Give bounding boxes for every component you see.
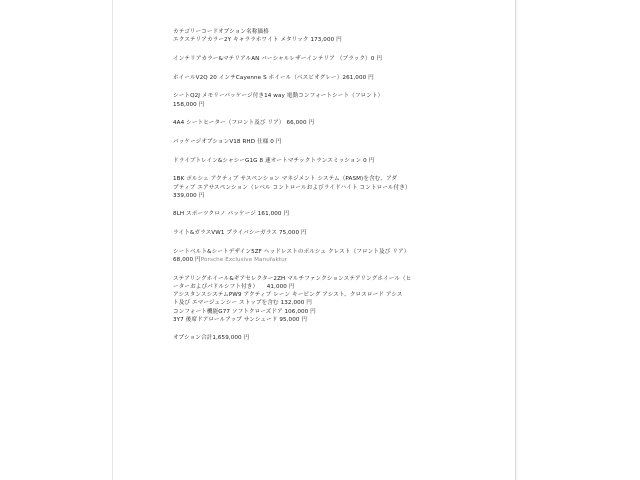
option-line: インテリアカラー&マテリアルAN バーシャルレザーインテリア （ブラック）0 円 <box>173 55 383 62</box>
option-line <box>173 256 503 264</box>
option-block <box>173 275 503 324</box>
option-line: コンフォート機能G77 ソフトクローズドア 106,000 円 <box>173 308 316 315</box>
option-line: 1BK ポルシェ アクティブ サスペンション マネジメント システム（PASM)を含む、アダ <box>173 176 398 183</box>
option-block <box>173 55 503 63</box>
option-line: ライト&ガラスVW1 プライバシーガラス 75,000 円 <box>173 230 307 237</box>
option-block <box>173 229 503 237</box>
document-page <box>112 0 516 480</box>
option-line: エクステリアカラー2Y キャララホワイト メタリック 173,000 円 <box>173 37 342 44</box>
option-line: アシスタンスシステムPW9 アクティブ レーン キーピング アシスト、クロスロード アシス <box>173 292 403 299</box>
option-block <box>173 28 503 44</box>
option-line: ト及び エマージェンシー ストップを含む 132,000 円 <box>173 300 312 307</box>
option-price: 68,000 円 <box>173 257 201 264</box>
option-line: 3Y7 後席ドアロールアップ サンシェード 95,000 円 <box>173 316 308 323</box>
option-line: ステアリングホイール&ギアセレクター2ZH マルチファンクションステアリングホイール（ヒ <box>173 275 412 282</box>
manufaktur-note: Porsche Exclusive Manufaktur <box>200 257 288 264</box>
option-block <box>173 92 503 108</box>
option-block <box>173 74 503 82</box>
option-block <box>173 175 503 200</box>
option-line: シートベルト&シートデザイン5ZF ヘッドレストのポルシェ クレスト（フロント及び リア） <box>173 248 410 255</box>
option-line: ドライブトレイン&シャシーG1G 8 速オートマチックトランスミッション 0 円 <box>173 157 375 164</box>
options-list <box>173 28 503 343</box>
option-block <box>173 248 503 264</box>
option-line: ーターおよびパドルシフト付き） 41,000 円 <box>173 283 295 290</box>
option-line: プティブ エアサスペンション（レベル コントロールおよびライドハイト コントロール付き） <box>173 184 411 191</box>
header-line: カテゴリーコードオプション名称価格 <box>173 29 269 35</box>
option-line: 339,000 円 <box>173 192 205 199</box>
option-line: 8LH スポーツクロノ パッケージ 161,000 円 <box>173 211 290 218</box>
option-line: ホイールV2Q 20 インチCayenne S ホイール（ベスビオグレー）261,000 円 <box>173 74 374 81</box>
total-block <box>173 334 503 342</box>
option-line: シートQ2J メモリーパッケージ付き14 way 電動コンフォートシート（フロント） <box>173 93 384 100</box>
option-line: パッケージオプションV18 RHD 仕様 0 円 <box>173 138 282 145</box>
option-line: 4A4 シートヒーター（フロント及び リア） 66,000 円 <box>173 120 315 127</box>
options-total: オプション合計1,659,000 円 <box>173 335 250 342</box>
option-block <box>173 210 503 218</box>
option-line: 158,000 円 <box>173 101 205 108</box>
option-block <box>173 138 503 146</box>
option-block <box>173 119 503 127</box>
option-block <box>173 157 503 165</box>
